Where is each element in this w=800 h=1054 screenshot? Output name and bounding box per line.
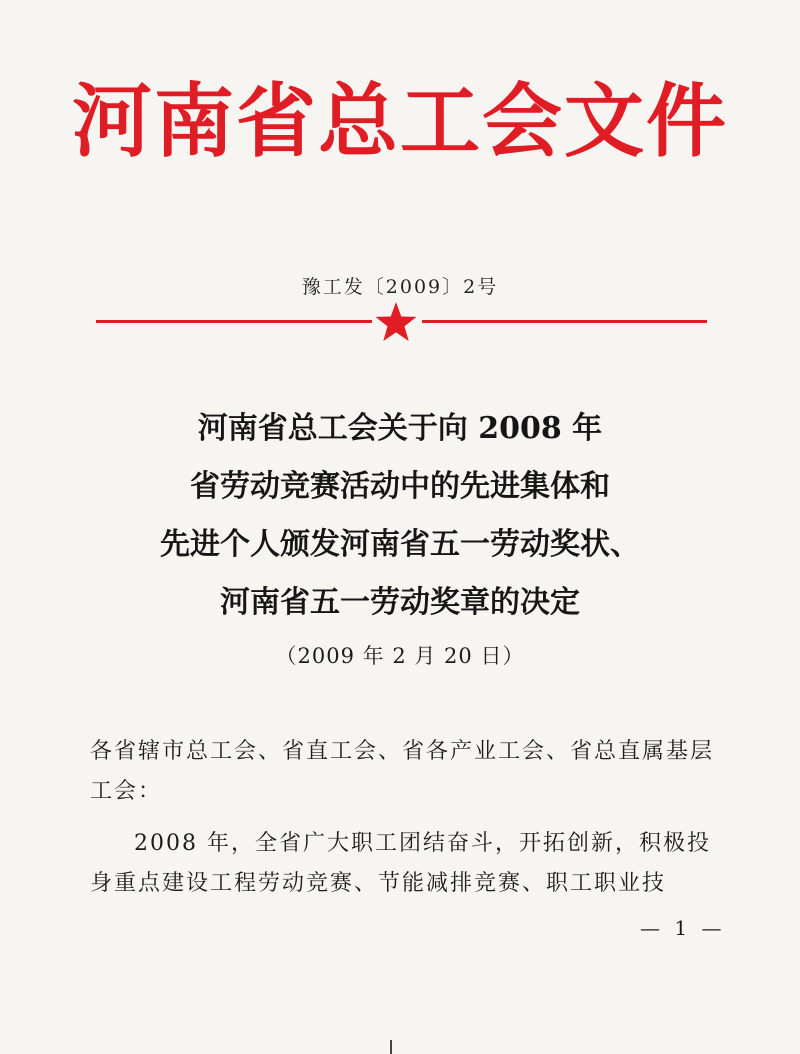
- document-date: （2009 年 2 月 20 日）: [275, 644, 525, 668]
- document-body: [90, 732, 720, 916]
- document-title: [0, 400, 800, 632]
- document-number: 豫工发〔2009〕2号: [301, 276, 499, 298]
- recipients-paragraph: 各省辖市总工会、省直工会、省各产业工会、省总直属基层工会：: [90, 739, 715, 804]
- title-line: 河南省五一劳动奖章的决定: [220, 585, 580, 620]
- page-number: — 1 —: [640, 916, 726, 940]
- body-paragraph: 2008 年，全省广大职工团结奋斗，开拓创新，积极投身重点建设工程劳动竞赛、节能减排竞赛、职工职业技: [90, 831, 711, 896]
- red-divider-left: [96, 320, 372, 323]
- title-line: 先进个人颁发河南省五一劳动奖状、: [160, 527, 640, 562]
- title-line: 省劳动竞赛活动中的先进集体和: [190, 469, 610, 504]
- binding-mark: [390, 1040, 392, 1054]
- title-line: 河南省总工会关于向 2008 年: [197, 411, 603, 446]
- red-divider-right: [422, 320, 707, 323]
- red-star-icon: [374, 300, 418, 344]
- document-masthead: 河南省总工会文件: [72, 75, 728, 168]
